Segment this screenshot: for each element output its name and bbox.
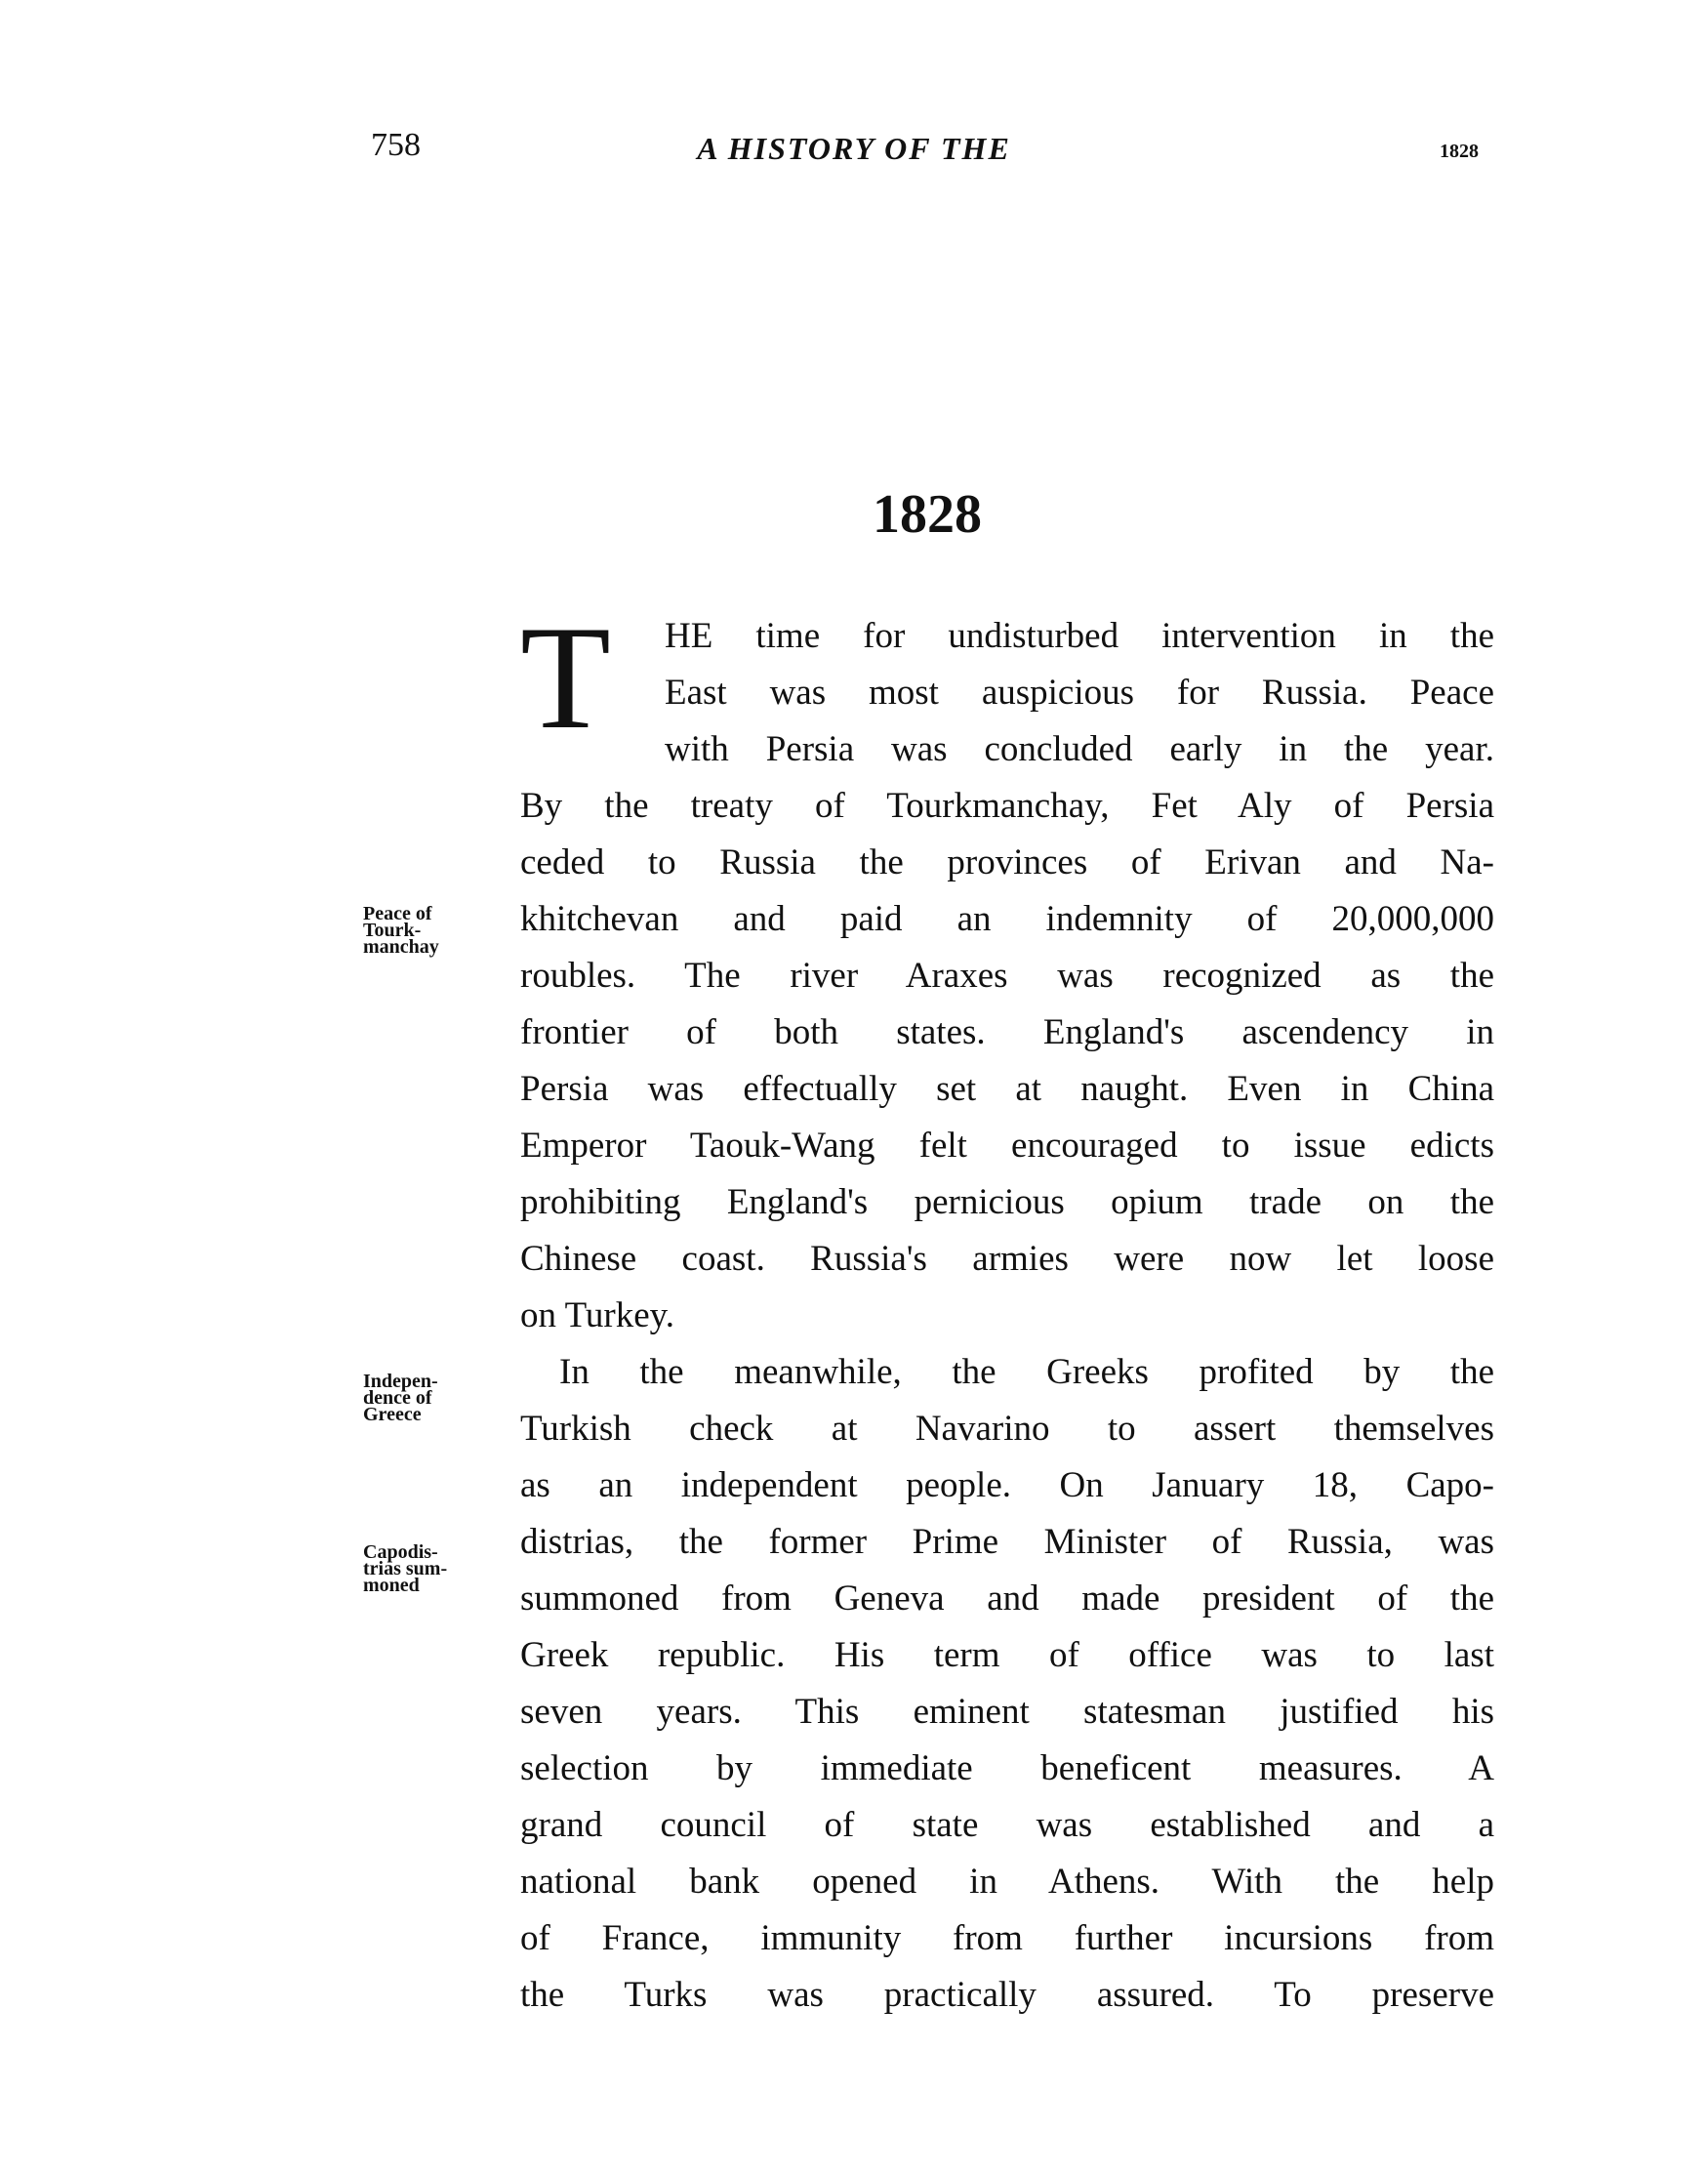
text-line: on Turkey. (520, 1295, 674, 1335)
text-line: summoned from Geneva and made president of the (520, 1578, 1494, 1619)
note-line: moned (363, 1575, 420, 1596)
margin-note-independence-of-greece (363, 1371, 438, 1425)
note-line: Capodis- (363, 1541, 438, 1563)
text-line: East was most auspicious for Russia. Peace (665, 673, 1494, 713)
text-line: By the treaty of Tourkmanchay, Fet Aly of Persia (520, 786, 1494, 826)
text-line: national bank opened in Athens. With the help (520, 1862, 1494, 1902)
text-line: Emperor Taouk-Wang felt encouraged to issue edicts (520, 1126, 1494, 1166)
text-line: the Turks was practically assured. To preserve (520, 1975, 1494, 2015)
text-line: distrias, the former Prime Minister of Russia, was (520, 1522, 1494, 1562)
text-line: as an independent people. On January 18, Capo- (520, 1465, 1494, 1505)
note-line: Tourk- (363, 920, 422, 941)
body-text (520, 608, 1494, 2024)
note-line: Greece (363, 1404, 422, 1425)
page-number: 758 (371, 127, 421, 163)
text-line: HE time for undisturbed intervention in the (665, 616, 1494, 656)
text-line: grand council of state was established and a (520, 1805, 1494, 1845)
text-line: ceded to Russia the provinces of Erivan and Na- (520, 842, 1494, 882)
chapter-title: 1828 (873, 484, 982, 545)
note-line: dence of (363, 1387, 432, 1409)
note-line: manchay (363, 936, 439, 958)
text-line: frontier of both states. England's ascendency in (520, 1012, 1494, 1052)
text-line: roubles. The river Araxes was recognized as the (520, 956, 1494, 996)
text-line: khitchevan and paid an indemnity of 20,000,000 (520, 899, 1494, 939)
header-year: 1828 (1440, 141, 1479, 162)
text-line: of France, immunity from further incursions from (520, 1918, 1494, 1958)
note-line: Indepen- (363, 1371, 438, 1392)
drop-cap: T (520, 595, 611, 759)
margin-note-capodistrias-summoned (363, 1541, 448, 1596)
text-line: In the meanwhile, the Greeks profited by the (559, 1352, 1494, 1392)
text-line: Greek republic. His term of office was to last (520, 1635, 1494, 1675)
text-line: selection by immediate beneficent measures. A (520, 1748, 1494, 1788)
text-line: Chinese coast. Russia's armies were now let loose (520, 1239, 1494, 1279)
note-line: trias sum- (363, 1558, 448, 1579)
running-title: A HISTORY OF THE (697, 131, 1011, 166)
text-line: Turkish check at Navarino to assert themselves (520, 1409, 1494, 1449)
text-line: prohibiting England's pernicious opium trade on the (520, 1182, 1494, 1222)
text-line: with Persia was concluded early in the year. (665, 729, 1494, 769)
text-line: Persia was effectually set at naught. Even in China (520, 1069, 1494, 1109)
text-line: seven years. This eminent statesman justified his (520, 1692, 1494, 1732)
note-line: Peace of (363, 903, 432, 924)
margin-note-peace-of-tourkmanchay (363, 903, 439, 958)
